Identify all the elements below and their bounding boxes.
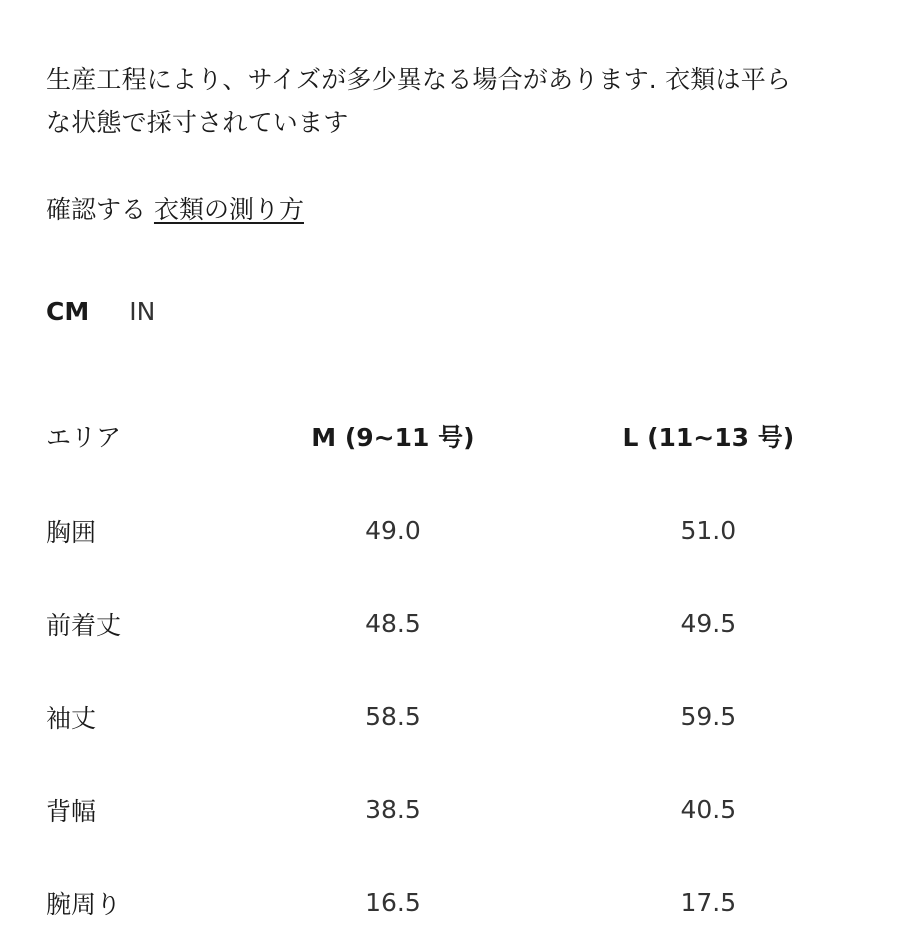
- table-row: [46, 763, 866, 856]
- row-value-m: 48.5: [365, 609, 421, 638]
- size-disclaimer: [46, 58, 846, 144]
- unit-in-button[interactable]: IN: [129, 297, 156, 326]
- row-value-l: 40.5: [680, 795, 737, 824]
- header-area: エリア: [46, 423, 122, 452]
- table-row: [46, 670, 866, 763]
- row-area-label: 前着丈: [46, 610, 122, 640]
- unit-toggle: [46, 292, 155, 332]
- measure-guide-prefix: 確認する: [46, 195, 147, 224]
- table-row: [46, 856, 866, 949]
- measure-guide-link[interactable]: 衣類の測り方: [153, 195, 304, 224]
- row-area-label: 腕周り: [46, 889, 122, 919]
- row-area-label: 背幅: [46, 796, 97, 826]
- row-area-label: 袖丈: [46, 703, 97, 733]
- row-value-l: 51.0: [680, 516, 737, 545]
- row-value-l: 59.5: [680, 702, 737, 731]
- header-size-l: L (11~13 号): [622, 423, 795, 452]
- row-value-m: 38.5: [365, 795, 421, 824]
- unit-cm-button[interactable]: CM: [46, 297, 90, 326]
- row-value-m: 16.5: [365, 888, 421, 917]
- size-disclaimer-line-1: 生産工程により、サイズが多少異なる場合があります. 衣類は平ら: [46, 65, 792, 94]
- size-table-header-row: [46, 388, 866, 484]
- measure-guide-line: [46, 188, 304, 231]
- size-table: [46, 388, 866, 949]
- header-size-m: M (9~11 号): [311, 423, 475, 452]
- table-row: [46, 484, 866, 577]
- table-row: [46, 577, 866, 670]
- row-value-m: 49.0: [365, 516, 421, 545]
- row-area-label: 胸囲: [46, 517, 97, 547]
- row-value-l: 49.5: [680, 609, 737, 638]
- size-disclaimer-line-2: な状態で採寸されています: [46, 108, 349, 137]
- row-value-l: 17.5: [680, 888, 737, 917]
- row-value-m: 58.5: [365, 702, 421, 731]
